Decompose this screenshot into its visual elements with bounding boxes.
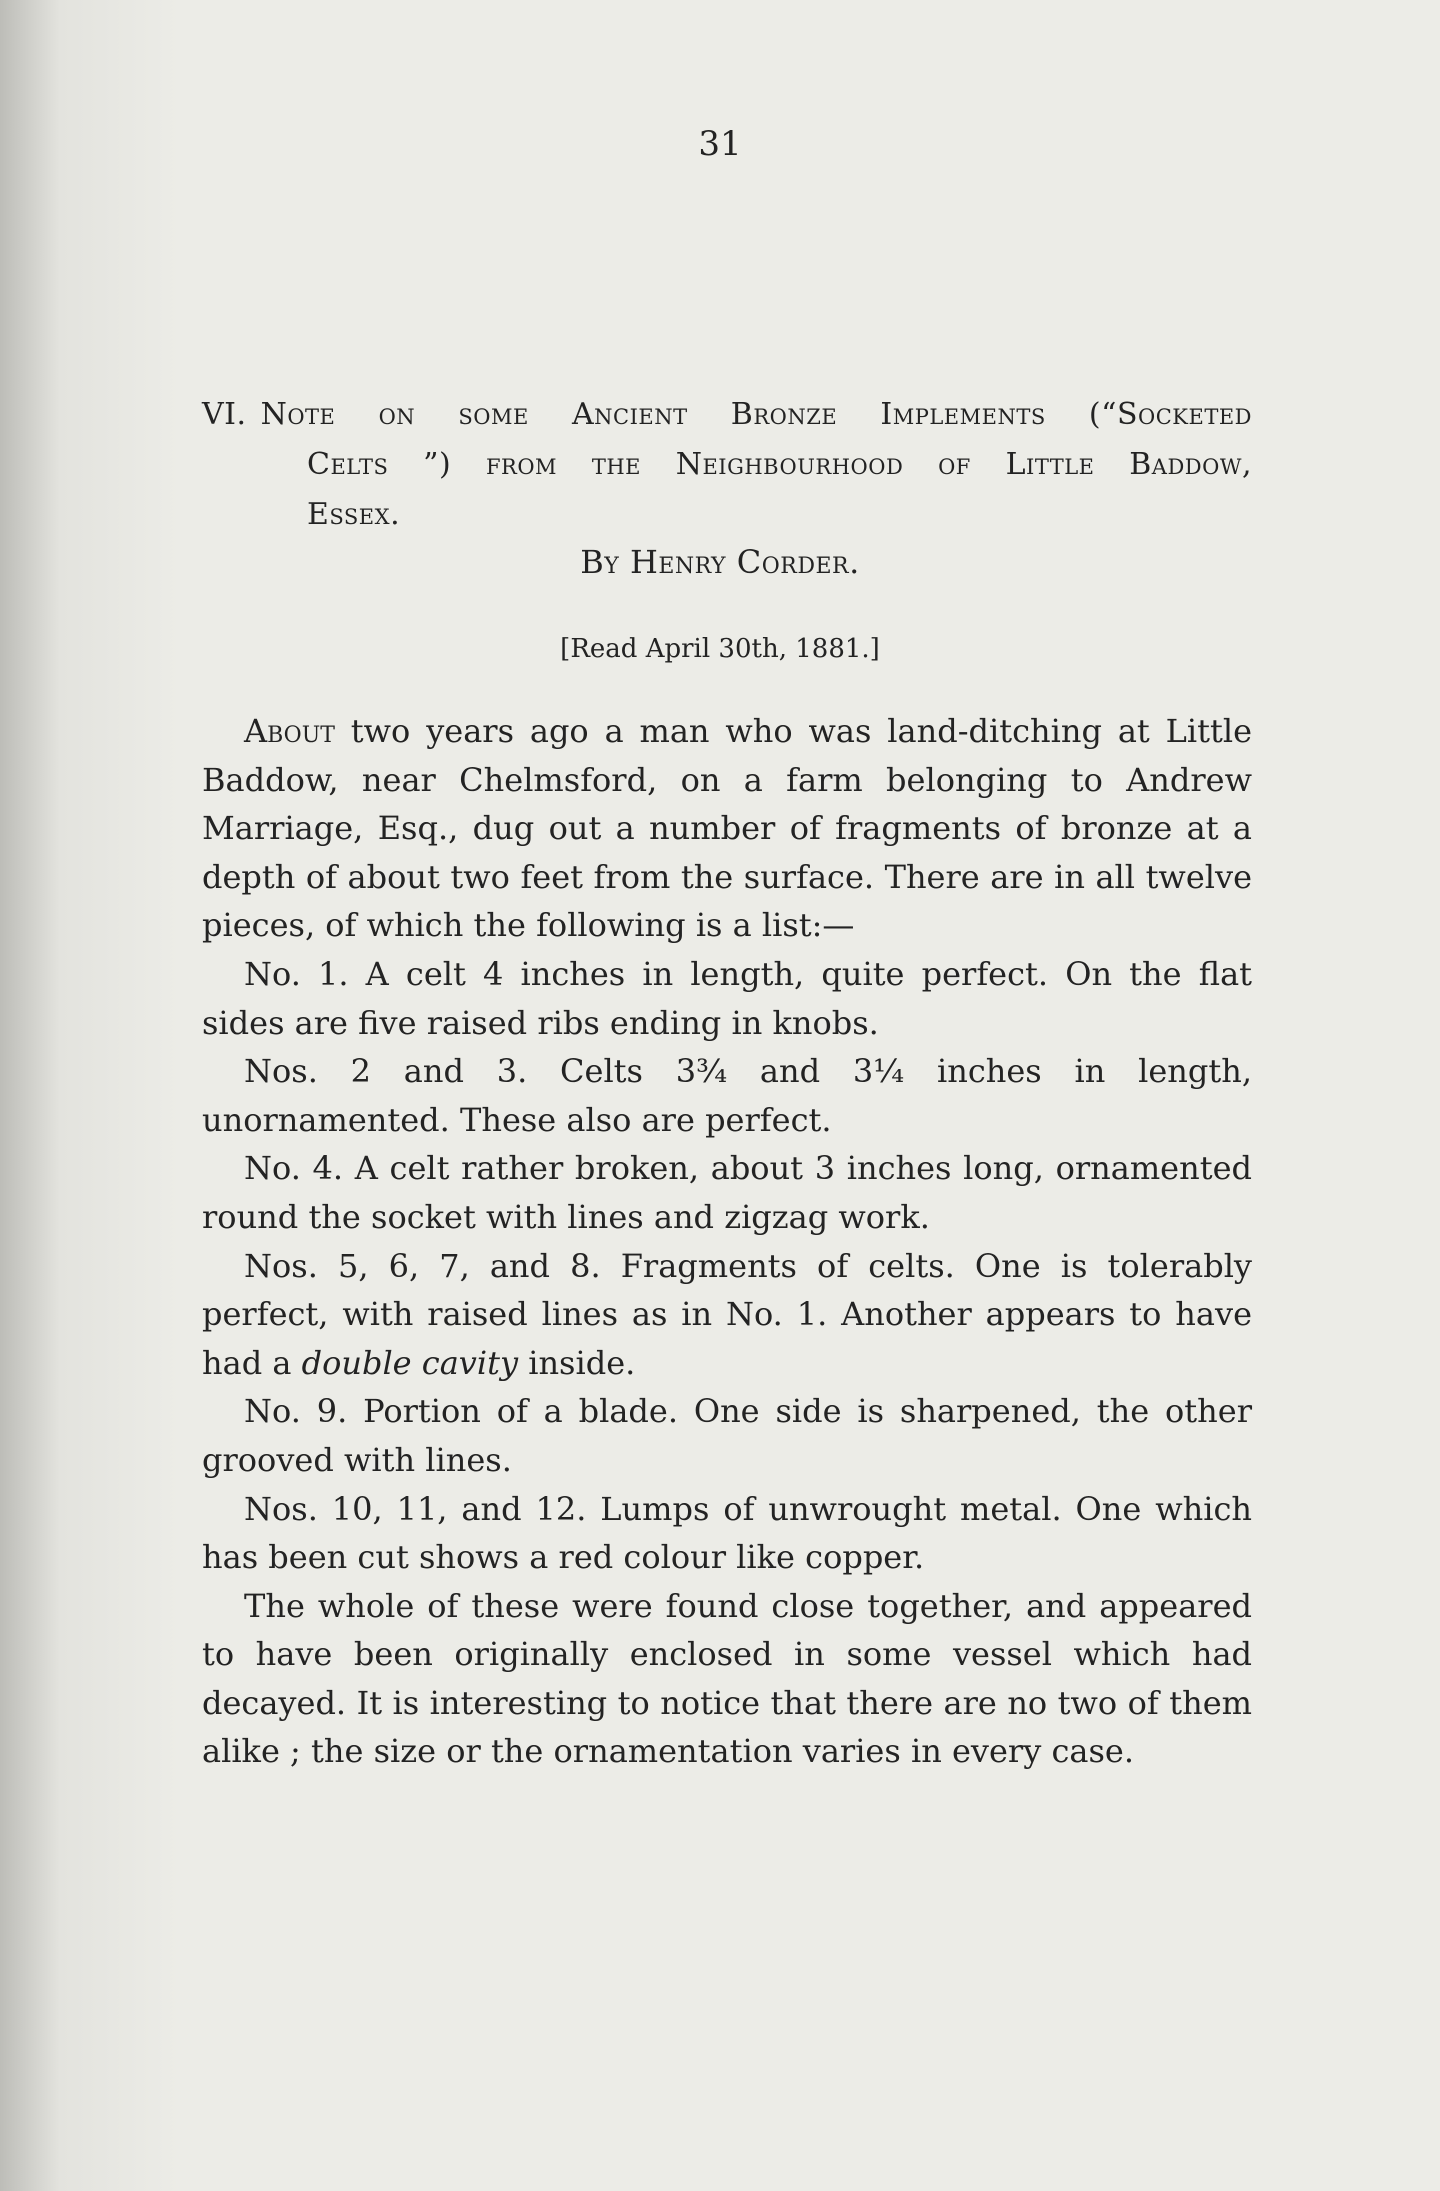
title-line-2 [202, 440, 1252, 490]
paragraph: No. 9. Portion of a blade. One side is sharpened, the other grooved with lines. [202, 1392, 1252, 1479]
paragraph: The whole of these were found close together, and appeared to have been originally enclosed in some vessel which had decayed. It is interesting to notice that there are no two of them alike ; the size or the ornamentation varies in every case. [202, 1586, 1252, 1771]
title-text-1: Note on some Ancient Bronze Implements (“Socketed [260, 397, 1252, 432]
title-line-3 [202, 490, 1252, 540]
title-text-3: Essex. [307, 497, 401, 532]
emphasis: double cavity [301, 1343, 519, 1382]
title-text-2: Celts ”) from the Neighbourhood of Little Baddow, [307, 447, 1252, 482]
article-number: VI. [202, 397, 247, 432]
page-number: 31 [698, 124, 742, 164]
paragraph: Nos. 5, 6, 7, and 8. Fragments of celts. One is tolerably perfect, with raised lines as in No. 1. Another appears to have had a double cavity inside. [202, 1246, 1252, 1382]
paragraph: Nos. 10, 11, and 12. Lumps of unwrought metal. One which has been cut shows a red colour like copper. [202, 1489, 1252, 1577]
byline: By Henry Corder. [580, 543, 860, 581]
paragraph: Nos. 2 and 3. Celts 3¾ and 3¼ inches in length, unornamented. These also are perfect. [202, 1052, 1252, 1139]
paragraph-rest: two years ago a man who was land-ditching at Little Baddow, near Chelmsford, on a farm belonging to Andrew Marriage, Esq., dug out a number of fragments of bronze at a depth of about two feet from the surface. There are in all twelve pieces, of which the following is a list:— [202, 712, 1252, 945]
drop-word: About [244, 712, 335, 750]
article-title [202, 390, 1252, 540]
title-line-1 [202, 390, 1252, 440]
paragraph: No. 4. A celt rather broken, about 3 inches long, ornamented round the socket with lines and zigzag work. [202, 1149, 1252, 1236]
read-date: [Read April 30th, 1881.] [560, 634, 880, 664]
paragraph [202, 707, 1252, 950]
paragraph: No. 1. A celt 4 inches in length, quite perfect. On the flat sides are five raised ribs ending in knobs. [202, 954, 1252, 1042]
article-body [202, 707, 1252, 1776]
